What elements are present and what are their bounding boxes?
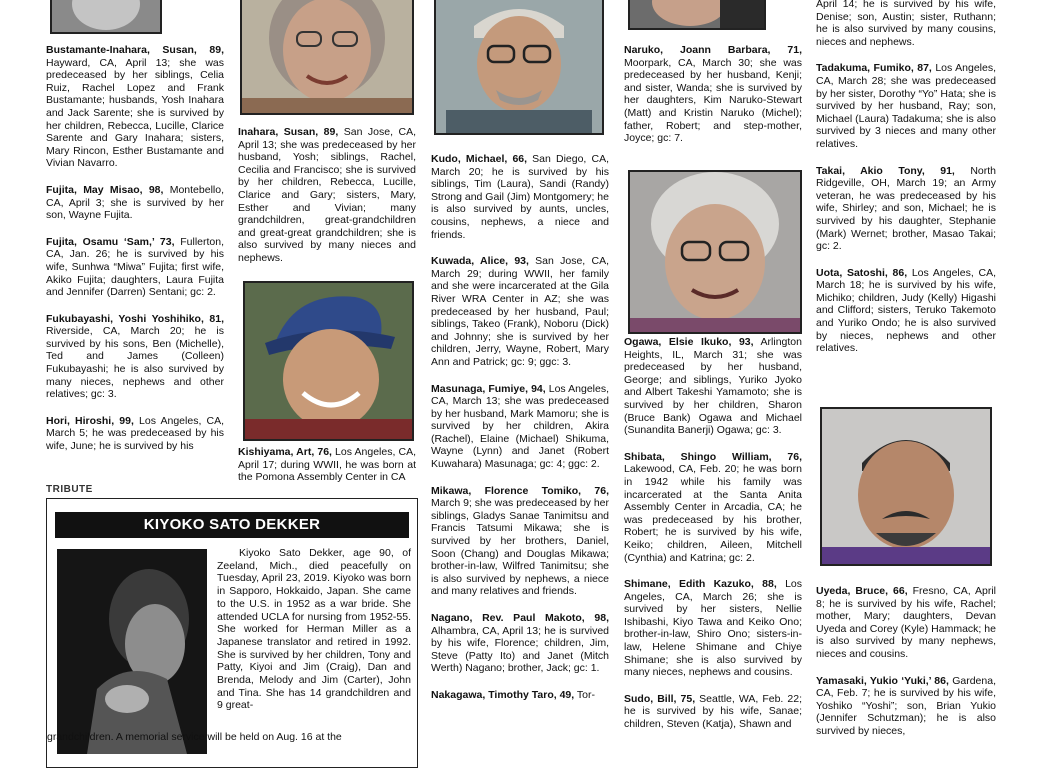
obituary-entry: Kuwada, Alice, 93, San Jose, CA, March 29; during WWII, her family and she were incarcerated at the Gila River WRA Center in AZ; she was predeceased by her husband, Paul; siblings, Takeo (Frank), Noboru (Dick) and Johnny; she is survived by her children, Jerry, Wayne, Robert, Mary Ann and Patrick; gc: 9; ggc: 3. <box>431 255 609 368</box>
obituary-entry: Bustamante-Inahara, Susan, 89, Hayward, CA, April 13; she was predeceased by her siblings, Celia Ruiz, Rachel Lopez and Frank Bustamante; husbands, Yosh Inahara and Jack Sarente; she is survived by her children, Rebecca, Lucille, Clarice Sarente and Gary Inahara; sisters, Mary Rincon, Esther Bustamante and Vivian Navarro. <box>46 44 224 170</box>
tribute-body-continued: grandchildren. A memorial service will be held on Aug. 16 at the <box>47 731 342 743</box>
tribute-photo <box>57 549 207 754</box>
photo-uyeda <box>820 407 992 566</box>
obituary-column-5 <box>816 0 996 369</box>
obituary-entry: Mikawa, Florence Tomiko, 76, March 9; she was predeceased by her siblings, Gladys Sanae Tanimitsu and Francis Tatsumi Mikawa; she is survived by her brothers, Daniel, Soon (Chang) and Douglas Mikawa; brother-in-law, Wilfred Tanimitsu; she is also survived by nephews, a niece and many relatives and friends. <box>431 484 610 598</box>
tribute-box <box>46 498 418 768</box>
obituary-column-4 <box>624 44 802 159</box>
obituary-entry: Shimane, Edith Kazuko, 88, Los Angeles, CA, March 26; she is survived by her sisters, Nellie Ishibashi, Kiyo Tawa and Keiko Ono; brother-in-law, Shiro Ono; sisters-in-law, Helene Shimane and Chiye Shimane; she is also survived by many nieces, nephews and cousins. <box>624 578 802 679</box>
obituary-entry: Kudo, Michael, 66, San Diego, CA, March 20; he is survived by his siblings, Tim (Laura), Sandi (Randy) Strong and Gail (Jim) Montgomery; he is also survived by aunts, uncles, cousins, nephews, a niece and friends. <box>431 153 609 241</box>
obituary-entry: Inahara, Susan, 89, San Jose, CA, April 13; she was predeceased by her husband, Yosh; siblings, Rachel, Cecilia and Francisco; she is survived by her children, Rebecca, Lucille, Clarice and Gary; sisters, Mary, Esther and Vivian; many grandchildren, great-grandchildren and great-great grandchildren; she is also survived by many nieces and nephews. <box>238 126 416 264</box>
obituary-entry: Fujita, Osamu ‘Sam,’ 73, Fullerton, CA, Jan. 26; he is survived by his wife, Sunhwa “Miwa” Fujita; first wife, Akiko Fujita; daughters, Laura Fujita and Jennifer (Darren) Sentani; gc: 2. <box>46 235 225 299</box>
tribute-heading: KIYOKO SATO DEKKER <box>55 512 409 538</box>
obituary-column-3 <box>431 153 609 716</box>
obituary-column-5b <box>816 585 996 752</box>
obituary-entry: Sudo, Bill, 75, Seattle, WA, Feb. 22; he is survived by his wife, Sanae; children, Steven (Katja), Shawn and <box>624 692 802 731</box>
obituary-entry: Yamasaki, Yukio ‘Yuki,’ 86, Gardena, CA, Feb. 7; he is survived by his wife, Yoshiko “Yoshi”; son, Brian Yukio (Jennifer Schutzman); he is also survived by nieces, <box>816 674 996 737</box>
obituary-entry: Fukubayashi, Yoshi Yoshihiko, 81, Riverside, CA, March 20; he is survived by his sons, Ben (Michelle), Ted and James (Colleen) Fukubayashi; he is also survived by many nieces, nephews and other relatives; gc: 3. <box>46 312 224 401</box>
obituary-entry: Masunaga, Fumiye, 94, Los Angeles, CA, March 13; she was predeceased by her husband, Mark Mamoru; she is survived by her children, Akira (Rachel), Elaine (Michael) Shikuma, Wayne (Lynn) and Janet (Robert Kuwahara) Masunaga; gc: 4; ggc: 2. <box>431 382 610 471</box>
obituary-entry: Fujita, May Misao, 98, Montebello, CA, April 3; she is survived by her son, Wayne Fujita. <box>46 183 224 222</box>
obituary-column-1 <box>46 44 224 467</box>
photo-ogawa <box>628 170 802 334</box>
photo-bustamante-inahara <box>50 0 162 34</box>
obituary-entry: Ogawa, Elsie Ikuko, 93, Arlington Heights, IL, March 31; she was predeceased by her husband, George; and siblings, Yuriko Jyoko and Albert Takeshi Yamamoto; she is survived by her children, Sharon (Bruce Bank) Ogawa and Michael (Sunandita Banerji) Ogawa; gc: 3. <box>624 336 802 437</box>
obituary-entry: Uota, Satoshi, 86, Los Angeles, CA, March 18; he is survived by his wife, Michiko; children, Judy (Kelly) Higashi and Clifford; sisters, Teruko Takemoto and Yuriko Ondo; he is also survived by nieces, nephews and other relatives. <box>816 266 996 355</box>
photo-kishiyama <box>243 281 414 441</box>
obituary-entry: Naruko, Joann Barbara, 71, Moorpark, CA, March 30; she was predeceased by her husband, Kenji; and sister, Wanda; she is survived by her daughters, Kim Naruko-Stewart (Matt) and Kristin Naruko (Michel); father, Robert; and step-mother, Joyce; gc: 7. <box>624 44 802 145</box>
obituary-column-2 <box>238 126 416 279</box>
obituary-entry: Takai, Akio Tony, 91, North Ridgeville, OH, March 19; an Army veteran, he was predeceased by his wife, Shirley; and son, Michael; he is survived by his daughter, Stephanie (Mark) Wernet; brother, Masao Takai; gc: 2. <box>816 164 997 253</box>
obituary-column-4b <box>624 336 802 745</box>
obituary-entry: Kishiyama, Art, 76, Los Angeles, CA, April 17; during WWII, he was born at the Pomona Assembly Center in CA <box>238 446 416 484</box>
tribute-body: Kiyoko Sato Dekker, age 90, of Zeeland, Mich., died peacefully on Tuesday, April 23, 2019. Kiyoko was born in Sapporo, Hokkaido, Japan. She came to the U.S. in 1952 as a war bride. She attended UCLA for nursing from 1952-55. She worked for Herman Miller as a Japanese translator and retired in 1992. She is survived by her children, Tony and Patty, Kiyoi and Jim (Craig), Dan and Brenda, Melody and Jim (Carter), John and Tina. She has 14 grandchildren and 9 great- <box>217 547 411 712</box>
tribute-section-label: TRIBUTE <box>46 484 93 495</box>
obituary-entry: Tadakuma, Fumiko, 87, Los Angeles, CA, March 28; she was predeceased by her sister, Dorothy “Yo” Hata; she is survived by her husband, Ray; son, Michael (Laura) Tadakuma; she is also survived by 3 nieces and many other relatives. <box>816 62 996 150</box>
obituary-entry: Nagano, Rev. Paul Makoto, 98, Alhambra, CA, April 13; he is survived by his wife, Florence; children, Jim, Steve (Patty Ito) and Janet (Mitch Werth) Nagano; brother, Jack; gc: 1. <box>431 612 609 675</box>
photo-inahara <box>240 0 414 115</box>
obituary-entry: Nakagawa, Timothy Taro, 49, Tor- <box>431 688 595 701</box>
photo-naruko <box>628 0 766 30</box>
obituary-column-2b <box>238 446 416 498</box>
obituary-entry: Hori, Hiroshi, 99, Los Angeles, CA, March 5; he was predeceased by his wife, June; he is survived by his <box>46 414 224 453</box>
obituary-entry: April 14; he is survived by his wife, Denise; son, Austin; sister, Ruthann; he is also survived by many cousins, nieces and nephews. <box>816 0 996 48</box>
obituary-entry: Shibata, Shingo William, 76, Lakewood, CA, Feb. 20; he was born in 1942 while his family was incarcerated at the Santa Anita Assembly Center in Arcadia, CA; he was predeceased by his brother, Robert; he is survived by his wife, Keiko; children, Aileen, Mitchell (Cynthia) and Katrina; gc: 2. <box>624 450 802 564</box>
photo-kudo <box>434 0 604 135</box>
obituary-entry: Uyeda, Bruce, 66, Fresno, CA, April 8; he is survived by his wife, Rachel; mother, Mary; daughters, Devan Uyeda and Corey (Kyle) Hammack; he is also survived by many nephews, nieces and cousins. <box>816 585 997 660</box>
